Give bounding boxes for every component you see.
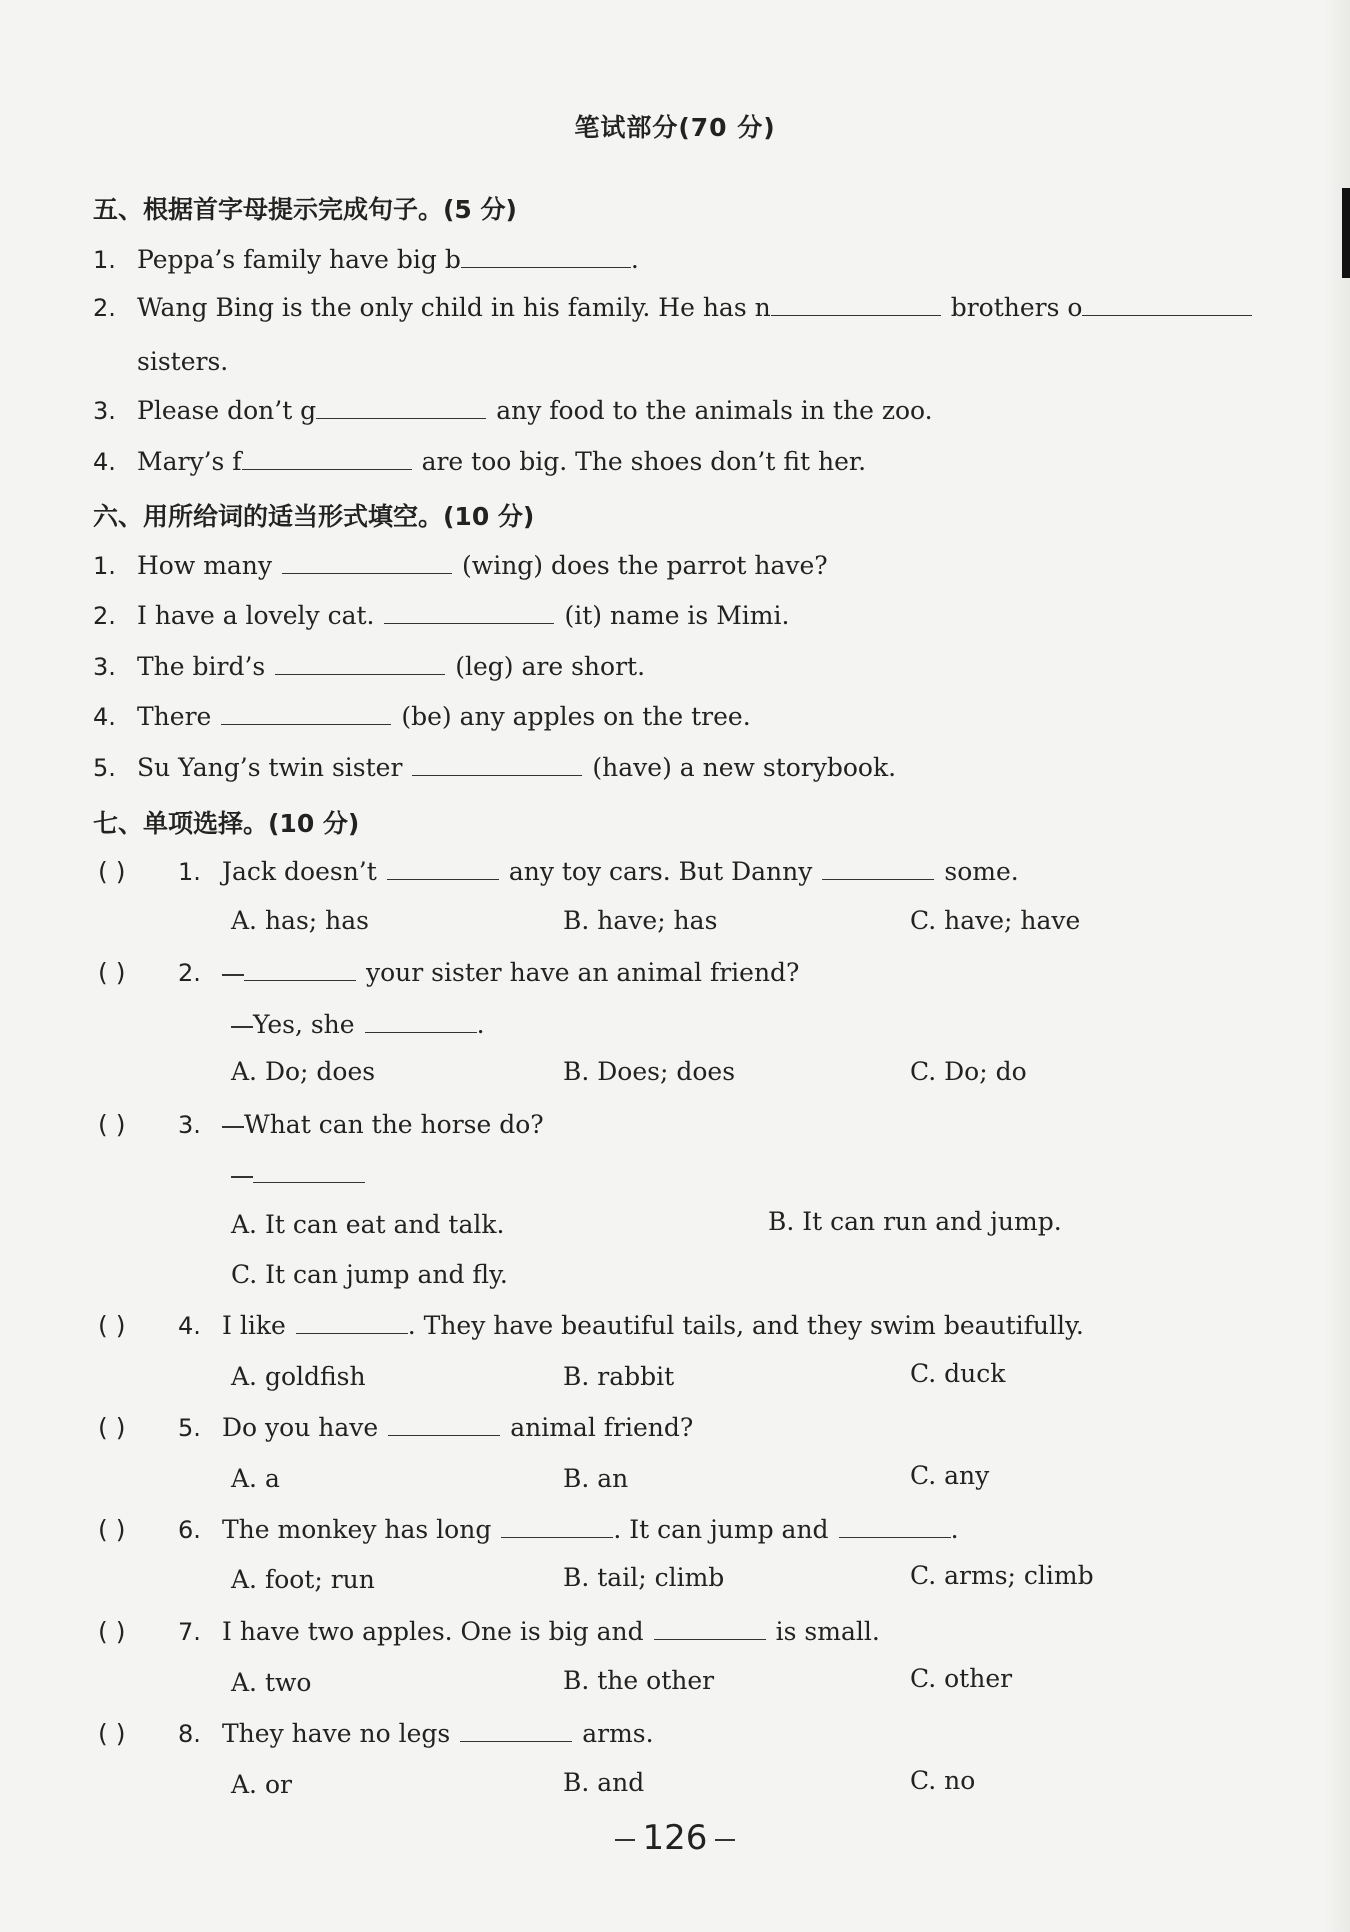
answer-blank[interactable] [244, 958, 356, 981]
s5-question-2 [93, 293, 1252, 322]
question-text: The bird’s [137, 652, 266, 681]
answer-parenthesis[interactable]: ( ) [98, 1617, 126, 1646]
answer-blank[interactable] [253, 1160, 365, 1183]
option-c: C. Do; do [910, 1057, 1027, 1086]
s5-question-2-cont: sisters. [137, 347, 229, 376]
option-b: B. an [563, 1464, 629, 1493]
answer-blank[interactable] [461, 245, 631, 268]
option-c: C. duck [910, 1359, 1006, 1388]
page-edge-shadow [1324, 0, 1350, 1932]
answer-parenthesis[interactable]: ( ) [98, 1311, 126, 1340]
option-b: B. and [563, 1768, 645, 1797]
s5-question-3 [93, 396, 933, 425]
dialogue-dash [222, 974, 244, 976]
s7-question-3-reply [231, 1160, 365, 1189]
option-c: C. It can jump and fly. [231, 1260, 508, 1289]
binding-mark [1342, 188, 1350, 278]
option-a: A. goldfish [231, 1362, 366, 1391]
page-number [0, 1818, 1350, 1858]
dialogue-dash [231, 1176, 253, 1178]
question-text: (it) name is Mimi. [564, 601, 790, 630]
question-number: 1. [93, 552, 116, 580]
answer-blank[interactable] [771, 293, 941, 316]
question-text: . [950, 1515, 959, 1544]
question-text: (leg) are short. [455, 652, 646, 681]
dialogue-dash [231, 1026, 253, 1028]
question-text: any food to the animals in the zoo. [496, 396, 933, 425]
s7-question-7 [98, 1617, 880, 1646]
answer-blank[interactable] [365, 1010, 477, 1033]
question-text: . [476, 1010, 485, 1039]
question-text: arms. [582, 1719, 654, 1748]
s7-question-8 [98, 1719, 654, 1748]
question-text: They have no legs [222, 1719, 451, 1748]
s5-question-1 [93, 245, 639, 274]
question-text: What can the horse do? [244, 1110, 544, 1139]
option-a: A. two [231, 1668, 312, 1697]
answer-blank[interactable] [275, 652, 445, 675]
question-text: is small. [775, 1617, 880, 1646]
question-number: 8. [178, 1720, 201, 1748]
s6-question-1 [93, 551, 828, 580]
question-number: 7. [178, 1618, 201, 1646]
answer-blank[interactable] [221, 702, 391, 725]
question-text: Peppa’s family have big b [137, 245, 461, 274]
page-title: 笔试部分(70 分) [574, 113, 776, 142]
answer-blank[interactable] [654, 1617, 766, 1640]
question-text: (wing) does the parrot have? [462, 551, 828, 580]
question-text: I have two apples. One is big and [222, 1617, 644, 1646]
option-b: B. rabbit [563, 1362, 675, 1391]
question-number: 5. [178, 1414, 201, 1442]
answer-blank[interactable] [282, 551, 452, 574]
answer-blank[interactable] [296, 1311, 408, 1334]
question-text: Do you have [222, 1413, 379, 1442]
s7-question-2 [98, 958, 799, 987]
question-text: Jack doesn’t [222, 857, 377, 886]
question-text: Yes, she [253, 1010, 355, 1039]
option-c: C. arms; climb [910, 1561, 1094, 1590]
page-number-dash [715, 1839, 735, 1841]
option-a: A. a [231, 1464, 280, 1493]
s7-question-2-reply [231, 1010, 485, 1039]
s6-question-2 [93, 601, 789, 630]
question-number: 3. [93, 397, 116, 425]
question-number: 5. [93, 754, 116, 782]
answer-parenthesis[interactable]: ( ) [98, 1719, 126, 1748]
question-number: 1. [93, 246, 116, 274]
option-c: C. no [910, 1766, 976, 1795]
option-b: B. have; has [563, 906, 718, 935]
answer-parenthesis[interactable]: ( ) [98, 857, 126, 886]
option-b: B. tail; climb [563, 1563, 725, 1592]
answer-blank[interactable] [839, 1515, 951, 1538]
answer-blank[interactable] [388, 1413, 500, 1436]
s7-question-1 [98, 857, 1019, 886]
s7-question-4 [98, 1311, 1084, 1340]
question-text: Mary’s f [137, 447, 242, 476]
question-text: How many [137, 551, 273, 580]
question-text: animal friend? [510, 1413, 694, 1442]
question-text: any toy cars. But Danny [508, 857, 813, 886]
answer-blank[interactable] [316, 396, 486, 419]
question-text: . [630, 245, 639, 274]
page-number-text: 126 [642, 1818, 708, 1858]
option-a: A. foot; run [231, 1565, 375, 1594]
s7-question-6 [98, 1515, 959, 1544]
question-number: 3. [178, 1111, 201, 1139]
question-number: 2. [93, 294, 116, 322]
answer-blank[interactable] [412, 753, 582, 776]
question-number: 1. [178, 858, 201, 886]
answer-blank[interactable] [387, 857, 499, 880]
answer-blank[interactable] [384, 601, 554, 624]
option-a: A. has; has [231, 906, 369, 935]
question-text: . It can jump and [613, 1515, 829, 1544]
answer-parenthesis[interactable]: ( ) [98, 1515, 126, 1544]
answer-blank[interactable] [1082, 293, 1252, 316]
section5-heading: 五、根据首字母提示完成句子。(5 分) [93, 195, 517, 224]
option-a: A. or [231, 1770, 292, 1799]
question-number: 6. [178, 1516, 201, 1544]
option-a: A. It can eat and talk. [231, 1210, 505, 1239]
s7-question-3 [98, 1110, 544, 1139]
question-text: your sister have an animal friend? [366, 958, 800, 987]
s5-question-4 [93, 447, 866, 476]
answer-blank[interactable] [822, 857, 934, 880]
question-number: 4. [93, 703, 116, 731]
s6-question-3 [93, 652, 645, 681]
question-text: I have a lovely cat. [137, 601, 375, 630]
answer-blank[interactable] [242, 447, 412, 470]
question-text: There [137, 702, 212, 731]
option-b: B. the other [563, 1666, 715, 1695]
question-text: (have) a new storybook. [592, 753, 897, 782]
answer-blank[interactable] [460, 1719, 572, 1742]
answer-parenthesis[interactable]: ( ) [98, 958, 126, 987]
question-text: (be) any apples on the tree. [401, 702, 751, 731]
s7-question-5 [98, 1413, 693, 1442]
answer-parenthesis[interactable]: ( ) [98, 1413, 126, 1442]
dialogue-dash [222, 1126, 244, 1128]
question-number: 2. [93, 602, 116, 630]
question-text: Su Yang’s twin sister [137, 753, 403, 782]
question-number: 4. [178, 1312, 201, 1340]
option-c: C. other [910, 1664, 1013, 1693]
question-number: 3. [93, 653, 116, 681]
section7-heading: 七、单项选择。(10 分) [93, 809, 360, 838]
s6-question-4 [93, 702, 751, 731]
option-c: C. have; have [910, 906, 1081, 935]
option-a: A. Do; does [231, 1057, 376, 1086]
question-text: brothers o [950, 293, 1083, 322]
option-b: B. It can run and jump. [768, 1207, 1062, 1236]
question-number: 2. [178, 959, 201, 987]
option-b: B. Does; does [563, 1057, 736, 1086]
answer-blank[interactable] [501, 1515, 613, 1538]
question-text: some. [944, 857, 1019, 886]
page-number-dash [615, 1839, 635, 1841]
s6-question-5 [93, 753, 896, 782]
question-text: Please don’t g [137, 396, 317, 425]
question-text: are too big. The shoes don’t fit her. [421, 447, 867, 476]
question-text: The monkey has long [222, 1515, 492, 1544]
section6-heading: 六、用所给词的适当形式填空。(10 分) [93, 502, 535, 531]
option-c: C. any [910, 1461, 990, 1490]
question-text: I like [222, 1311, 286, 1340]
answer-parenthesis[interactable]: ( ) [98, 1110, 126, 1139]
question-text: Wang Bing is the only child in his family. He has n [137, 293, 771, 322]
question-text: . They have beautiful tails, and they swim beautifully. [407, 1311, 1084, 1340]
question-number: 4. [93, 448, 116, 476]
